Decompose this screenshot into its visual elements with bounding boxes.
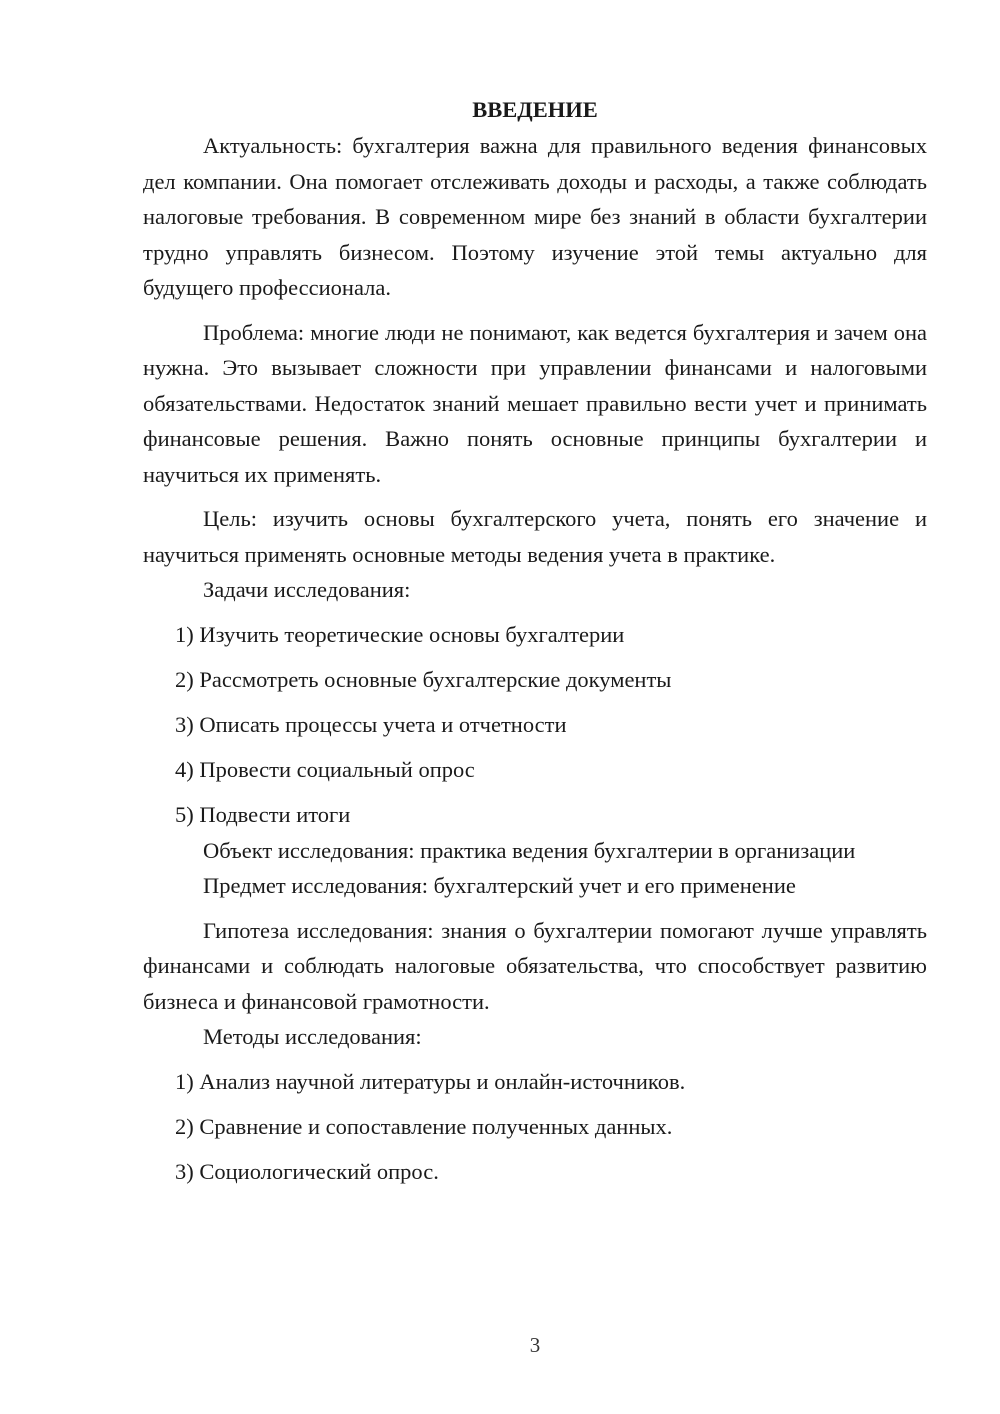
- method-item: 2) Сравнение и сопоставление полученных данных.: [175, 1114, 673, 1139]
- goal-paragraph: Цель: изучить основы бухгалтерского учета, понять его значение и научиться применять основные методы ведения учета в практике.: [143, 506, 927, 567]
- research-subject: Предмет исследования: бухгалтерский учет и его применение: [203, 873, 796, 898]
- research-object: Объект исследования: практика ведения бухгалтерии в организации: [203, 837, 856, 863]
- methods-list: [143, 1064, 927, 1190]
- hypothesis-paragraph: Гипотеза исследования: знания о бухгалтерии помогают лучше управлять финансами и соблюдать налоговые обязательства, что способствует развитию бизнеса и финансовой грамотности.: [143, 917, 927, 1014]
- tasks-heading: Задачи исследования:: [203, 577, 411, 602]
- methods-heading: Методы исследования:: [203, 1024, 422, 1049]
- page-number: 3: [529, 1333, 541, 1357]
- relevance-paragraph: Актуальность: бухгалтерия важна для правильного ведения финансовых дел компании. Она помогает отслеживать доходы и расходы, а также соблюдать налоговые требования. В современном мире без знаний в области бухгалтерии трудно управлять бизнесом. Поэтому изучение этой темы актуально для будущего профессионала.: [143, 133, 927, 300]
- task-item: 3) Описать процессы учета и отчетности: [175, 712, 567, 737]
- page-content: [143, 92, 927, 1190]
- method-item: 3) Социологический опрос.: [175, 1159, 439, 1184]
- task-item: 2) Рассмотреть основные бухгалтерские документы: [175, 667, 672, 692]
- task-item: 1) Изучить теоретические основы бухгалтерии: [175, 622, 625, 647]
- task-item: 5) Подвести итоги: [175, 802, 351, 827]
- tasks-list: [143, 617, 927, 833]
- page-title: ВВЕДЕНИЕ: [472, 97, 598, 122]
- problem-paragraph: Проблема: многие люди не понимают, как ведется бухгалтерия и зачем она нужна. Это вызывает сложности при управлении финансами и налоговыми обязательствами. Недостаток знаний мешает правильно вести учет и принимать финансовые решения. Важно понять основные принципы бухгалтерии и научиться их применять.: [143, 319, 927, 487]
- task-item: 4) Провести социальный опрос: [175, 757, 475, 782]
- method-item: 1) Анализ научной литературы и онлайн-источников.: [175, 1069, 686, 1094]
